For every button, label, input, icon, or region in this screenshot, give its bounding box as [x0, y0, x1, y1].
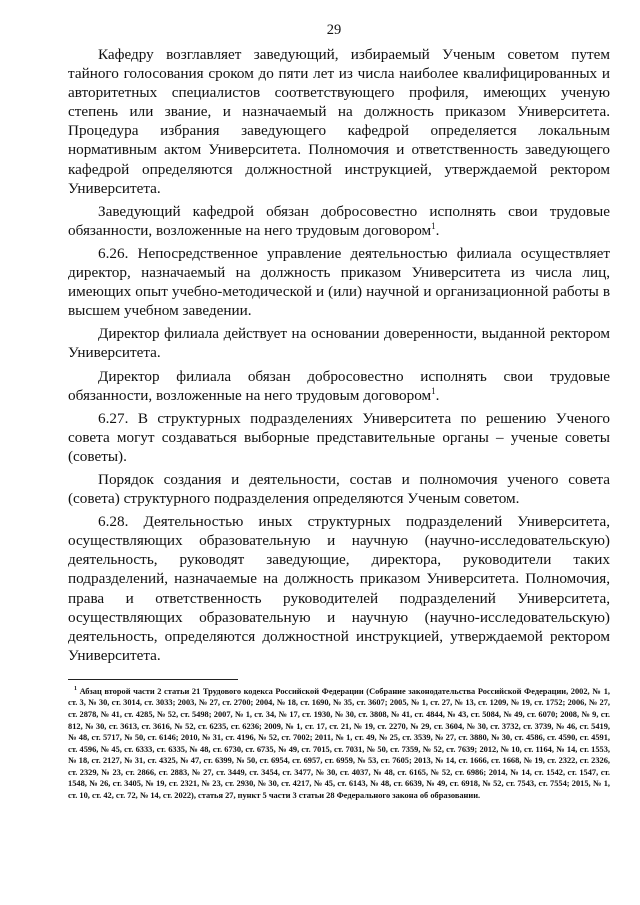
paragraph-6-27: 6.27. В структурных подразделениях Университета по решению Ученого совета могут создаваться выборные представительные органы – ученые советы (советы). [68, 409, 610, 465]
paragraph-head-of-department: Кафедру возглавляет заведующий, избираемый Ученым советом путем тайного голосования сроком до пяти лет из числа наиболее квалифицированных и авторитетных специалистов соответствующего профиля, имеющих ученую степень или звание, и назначаемый на должность приказом Университета. Процедура избрания заведующего кафедрой определяется локальным нормативным актом Университета. Полномочия и ответственность заведующего кафедрой определяются должностной инструкцией, утверждаемой ректором Университета. [68, 46, 610, 197]
footnote-divider [68, 679, 238, 680]
paragraph-branch-director-duties: Директор филиала обязан добросовестно исполнять свои трудовые обязанности, возложенные на него трудовым договором$^1$. [68, 367, 610, 404]
page-number: 29 [326, 22, 342, 38]
paragraph-head-duties: Заведующий кафедрой обязан добросовестно исполнять свои трудовые обязанности, возложенные на него трудовым договором$^1$. [68, 202, 610, 239]
footnote-ref: 1 [431, 220, 436, 231]
footnote-marker: 1 [74, 686, 77, 693]
paragraph-6-28: 6.28. Деятельностью иных структурных подразделений Университета, осуществляющих образовательную и научную (научно-исследовательскую) деятельность, руководят заведующие, директора, руководители таких подразделений, назначаемые на должность приказом Университета. Полномочия, права и ответственность руководителей подразделений Университета, осуществляющих образовательную и научную (научно-исследовательскую) деятельность, определяются должностной инструкцией, утверждаемой ректором Университета. [68, 513, 610, 664]
paragraph-branch-director-proxy: Директор филиала действует на основании доверенности, выданной ректором Университета. [68, 325, 610, 362]
paragraph-6-26: 6.26. Непосредственное управление деятельностью филиала осуществляет директор, назначаемый на должность приказом Университета из числа лиц, имеющих опыт учебно-методической и (или) научной и организационной работы в высшем учебном заведении. [68, 244, 610, 320]
footnote-ref: 1 [431, 385, 436, 396]
footnote: $^1$ Абзац второй части 2 статьи 21 Трудового кодекса Российской Федерации (Собрание законодательства Российской Федерации, 2002, № 1, ст. 3, № 30, ст. 3014, ст. 3033; 2003, № 27, ст. 2700; 2004, № 18, ст. 1690, № 35, ст. 3607; 2005, № 1, ст. 27, № 13, ст. 1209, № 19, ст. 1752; 2006, № 27, ст. 2878, № 41, ст. 4285, № 52, ст. 5498; 2007, № 1, ст. 34, № 17, ст. 1930, № 30, ст. 3808, № 41, ст. 4844, № 43, ст. 5084, № 49, ст. 6070; 2008, № 9, ст. 812, № 30, ст. 3613, ст. 3616, № 52, ст. 6235, ст. 6236; 2009, № 1, ст. 17, ст. 21, № 19, ст. 2270, № 29, ст. 3604, № 30, ст. 3732, ст. 3739, № 46, ст. 5419, № 48, ст. 5717, № 50, ст. 6146; 2010, № 31, ст. 4196, № 52, ст. 7002; 2011, № 1, ст. 49, № 25, ст. 3539, № 27, ст. 3880, № 30, ст. 4586, ст. 4590, ст. 4591, ст. 4596, № 45, ст. 6333, ст. 6335, № 48, ст. 6730, ст. 6735, № 49, ст. 7015, ст. 7031, № 50, ст. 7359, № 52, ст. 7639; 2012, № 10, ст. 1164, № 14, ст. 1553, № 18, ст. 2127, № 31, ст. 4325, № 47, ст. 6399, № 50, ст. 6954, ст. 6957, ст. 6959, № 53, ст. 7605; 2013, № 14, ст. 1666, ст. 1668, № 19, ст. 2322, ст. 2326, ст. 2329, № 23, ст. 2866, ст. 2883, № 27, ст. 3449, ст. 3454, ст. 3477, № 30, ст. 4037, № 48, ст. 6165, № 52, ст. 6986; 2014, № 14, ст. 1542, ст. 1547, ст. 1548, № 26, ст. 3405, № 19, ст. 2321, № 23, ст. 2930, № 30, ст. 4217, № 45, ст. 6143, № 48, ст. 6639, № 49, ст. 6918, № 52, ст. 7543, ст. 7554; 2015, № 1, ст. 10, ст. 42, ст. 72, № 14, ст. 2022), статья 27, пункт 5 части 3 статьи 28 Федерального закона об образовании. [68, 686, 610, 800]
paragraph-council-procedure: Порядок создания и деятельности, состав и полномочия ученого совета (совета) структурного подразделения определяются Ученым советом. [68, 470, 610, 508]
